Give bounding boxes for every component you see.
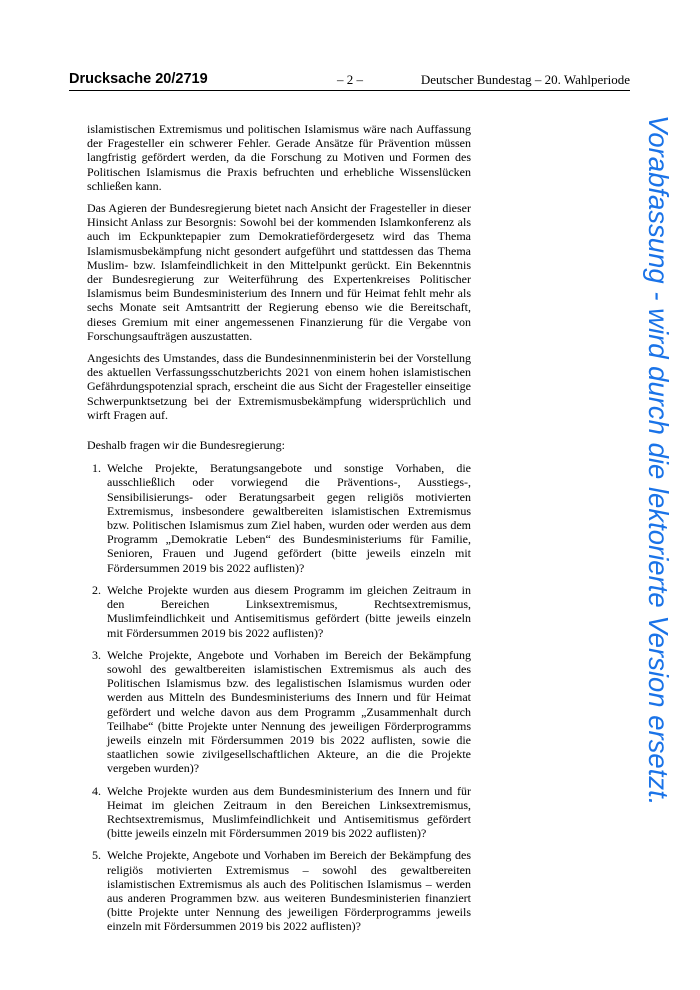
question-text: Welche Projekte, Beratungsangebote und sonstige Vorhaben, die ausschließlich oder vorwiegend die Präventions-, Ausstiegs-, Sensibilisierungs- oder Beratungsarbeit gegen religiös motivierten Extremismus, insbesondere gewaltbereiten islamistischen Extremismus bzw. Politischen Islamismus zum Ziel haben, wurden oder werden aus dem Programm „Demokratie Leben“ des Bundesministeriums für Familie, Senioren, Frauen und Jugend gefördert (bitte jeweils einzeln mit Fördersummen 2019 bis 2022 auflisten)? [107, 461, 471, 575]
paragraph: Das Agieren der Bundesregierung bietet nach Ansicht der Fragesteller in dieser Hinsicht Anlass zur Besorgnis: Sowohl bei der kommenden Islamkonferenz als auch im Eckpunktepapier zum Demokratiefördergesetz wird das Thema Islamismusbekämpfung nicht gesondert aufgeführt und stattdessen das Thema Muslim- bzw. Islamfeindlichkeit in den Mittelpunkt gerückt. Ein Bekenntnis der Bundesregierung zur Weiterführung des Expertenkreises Politischer Islamismus beim Bundesministerium des Innern und für Heimat fehlt mehr als sechs Monate seit Amtsantritt der Regierung ebenso wie die Bereitschaft, dieses Gremium mit einer angemessenen Finanzierung für die Vergabe von Forschungsaufträgen auszustatten. [87, 201, 471, 343]
document-body [87, 122, 471, 942]
paragraph: islamistischen Extremismus und politischen Islamismus wäre nach Auffassung der Fragesteller ein schwerer Fehler. Gerade Ansätze für Prävention müssen langfristig gefördert werden, da die Forschung zu Motiven und Formen des Politischen Islamismus die Praxis befruchten und erhebliche Wissenslücken schließen kann. [87, 122, 471, 193]
prerelease-watermark [637, 115, 677, 885]
question-number: 4. [92, 783, 101, 798]
question-item [87, 784, 471, 841]
question-item [87, 583, 471, 640]
question-text: Welche Projekte wurden aus dem Bundesministerium des Innern und für Heimat im gleichen Zeitraum in den Bereichen Linksextremismus, Rechtsextremismus, Muslimfeindlichkeit und Antisemitismus gefördert (bitte jeweils einzeln mit Fördersummen 2019 bis 2022 auflisten)? [107, 783, 471, 841]
question-item [87, 461, 471, 575]
document-number: Drucksache 20/2719 [69, 71, 208, 87]
page-header [69, 70, 630, 91]
paragraph: Angesichts des Umstandes, dass die Bundesinnenministerin bei der Vorstellung des aktuellen Verfassungsschutzberichts 2021 von einem hohen islamistischen Gefährdungspotenzial sprach, erscheint die aus Sicht der Fragesteller einseitige Schwerpunktsetzung bei der Extremismusbekämpfung widersprüchlich und wirft Fragen auf. [87, 351, 471, 422]
question-text: Welche Projekte wurden aus diesem Programm im gleichen Zeitraum in den Bereichen Linksextremismus, Rechtsextremismus, Muslimfeindlichkeit und Antisemitismus gefördert (bitte jeweils einzeln mit Fördersummen 2019 bis 2022 auflisten)? [107, 582, 471, 640]
question-number: 3. [92, 647, 101, 662]
question-item [87, 848, 471, 933]
questions-list [87, 461, 471, 933]
question-text: Welche Projekte, Angebote und Vorhaben im Bereich der Bekämpfung sowohl des gewaltbereiten islamistischen Extremismus als auch des Politischen Islamismus bzw. des legalistischen Islamismus wurden oder werden aus Mitteln des Bundesministeriums des Innern und für Heimat gefördert und welche davon aus dem Programm „Zusammenhalt durch Teilhabe“ (bitte Projekte unter Nennung des jeweiligen Förderprogramms jeweils einzeln mit Fördersummen 2019 bis 2022 auflisten, sowie die staatlichen sowie zivilgesellschaftlichen Akteure, an die die Projekte vergeben wurden)? [107, 647, 471, 776]
question-text: Welche Projekte, Angebote und Vorhaben im Bereich der Bekämpfung des religiös motivierten Extremismus – sowohl des gewaltbereiten islamistischen Extremismus als auch des Politischen Islamismus – werden aus anderen Programmen bzw. aus weiteren Bundesministerien finanziert (bitte Projekte unter Nennung des jeweiligen Förderprogramms jeweils einzeln mit Fördersummen 2019 bis 2022 auflisten)? [107, 848, 471, 934]
question-number: 1. [92, 461, 101, 476]
question-number: 2. [92, 582, 101, 597]
questions-intro: Deshalb fragen wir die Bundesregierung: [87, 438, 285, 453]
question-number: 5. [92, 848, 101, 863]
parliament-label: Deutscher Bundestag – 20. Wahlperiode [420, 72, 630, 87]
question-item [87, 648, 471, 776]
page-number: – 2 – [337, 72, 363, 87]
watermark-text: Vorabfassung - wird durch die lektorierte Version ersetzt. [643, 115, 674, 806]
